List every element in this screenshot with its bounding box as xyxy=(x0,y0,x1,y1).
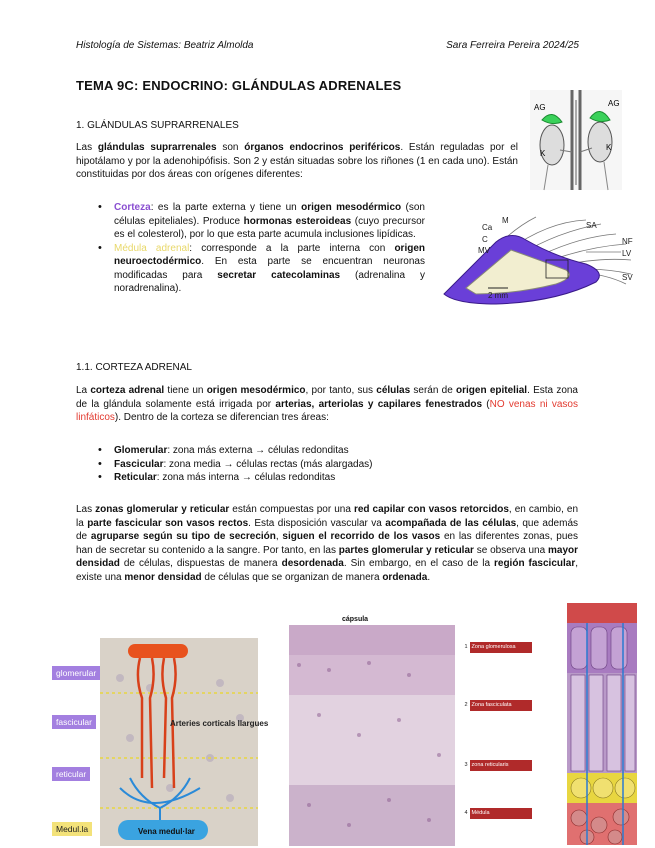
zone-label-reticular: reticular xyxy=(52,767,90,781)
histo-zone-3: 3 zona reticularis xyxy=(462,760,532,771)
list-item: • Corteza: es la parte externa y tiene un origen mesodérmico (son células epiteliales). Produce hormonas esteroideas (cuyo precursor es el colesterol), por lo que esta parte acumula inclusiones lipídicas. xyxy=(98,201,425,242)
cortical-vessels-figure xyxy=(100,638,269,846)
k-left-label: K xyxy=(540,149,546,158)
cortex-paragraph-1: La corteza adrenal tiene un origen mesodérmico, por tanto, sus células serán de origen epitelial. Esta zona de la glándula solamente está irrigada por arterias, arteriolas y capilares fenestrados (NO venas ni vasos linfáticos). Dentro de la corteza se diferencian tres áreas: xyxy=(76,385,578,423)
zone-label-medulla: Medul.la xyxy=(52,822,92,836)
ag-right-label: AG xyxy=(608,99,620,108)
list-item: • Médula adrenal: corresponde a la parte interna con origen neuroectodérmico. En esta parte se encuentran neuronas modificadas para secretar catecolaminas (adrenalina y noradrenalina). xyxy=(98,242,425,296)
list-item: • Fascicular: zona media → células rectas (más alargadas) xyxy=(98,458,558,472)
mv-label: MV xyxy=(478,246,490,255)
ca-label: Ca xyxy=(482,223,493,232)
ag-left-label: AG xyxy=(534,103,546,112)
sv-label: SV xyxy=(622,273,633,282)
section-heading-1-1: 1.1. CORTEZA ADRENAL xyxy=(76,362,192,373)
cortex-paragraph-2: Las zonas glomerular y reticular están compuestas por una red capilar con vasos retorcidos, en cambio, en la parte fascicular son vasos rectos. Esta disposición vascular va acompañada de las células, que además de agruparse según su tipo de secreción, siguen el recorrido de los vasos en las diferentes zonas, pues han de secretar su contenido a la sangre. Por tanto, en las partes glomerular y reticular se observa una mayor densidad de células, dispuestas de manera desordenada. Sin embargo, en el caso de la región fascicular, existe una menor densidad de células que se organizan de manera ordenada. xyxy=(76,504,579,583)
k-right-label: K xyxy=(606,143,612,152)
header-left: Histología de Sistemas: Beatriz Almolda xyxy=(76,40,254,51)
histo-zone-1: 1 Zona glomerulosa xyxy=(462,642,532,653)
scale-label: 2 mm xyxy=(488,291,508,300)
section-heading-1: 1. GLÁNDULAS SUPRARRENALES xyxy=(76,120,239,131)
histo-zone-4: 4 Médula xyxy=(462,808,532,819)
page-title: TEMA 9C: ENDOCRINO: GLÁNDULAS ADRENALES xyxy=(76,78,402,93)
section1-bullet-list xyxy=(98,201,425,296)
lv-label: LV xyxy=(622,249,632,258)
histo-zone-2: 2 Zona fasciculata xyxy=(462,700,532,711)
histology-figure xyxy=(289,625,455,846)
arteries-label: Arteries corticals llargues xyxy=(170,719,269,728)
c-label: C xyxy=(482,235,488,244)
list-item: • Glomerular: zona más externa → células redonditas xyxy=(98,444,558,458)
list-item: • Reticular: zona más interna → células redonditas xyxy=(98,471,558,485)
sa-label: SA xyxy=(586,221,597,230)
zones-list xyxy=(98,444,558,485)
nf-label: NF xyxy=(622,237,633,246)
zone-label-fascicular: fascicular xyxy=(52,715,96,729)
m-label: M xyxy=(502,216,509,225)
vein-label: Vena medul·lar xyxy=(138,827,195,836)
header-right: Sara Ferreira Pereira 2024/25 xyxy=(446,40,579,51)
kidney-adrenal-figure xyxy=(530,90,622,190)
section1-paragraph: Las glándulas suprarrenales son órganos endocrinos periféricos. Están reguladas por el hipotálamo y por la adenohipófisis. Son 2 y están situadas sobre los riñones (1 en cada uno). Están constituidas por dos áreas con orígenes diferentes: xyxy=(76,142,518,180)
capsule-label: cápsula xyxy=(342,616,369,623)
adrenal-section-figure xyxy=(436,212,641,312)
zone-label-glomerular: glomerular xyxy=(52,666,100,680)
cortex-column-diagram xyxy=(563,603,643,845)
